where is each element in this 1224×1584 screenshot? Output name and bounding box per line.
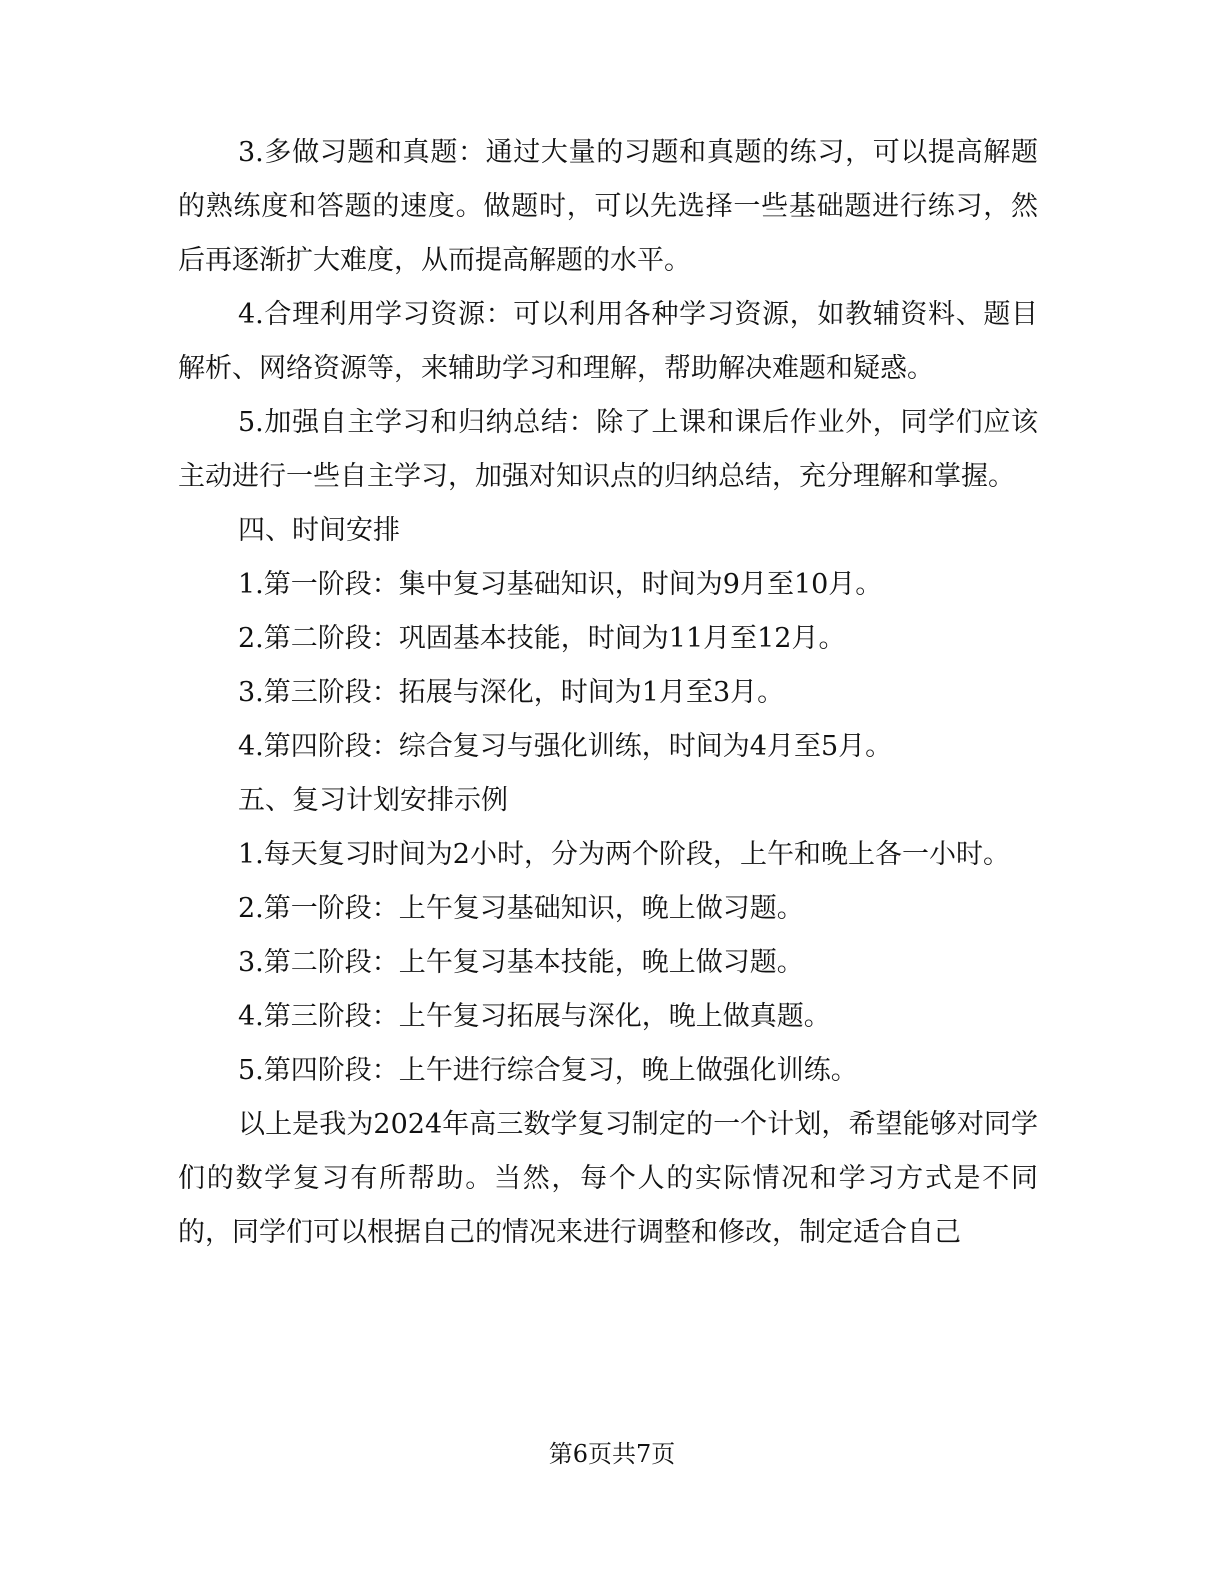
section-heading-example: 五、复习计划安排示例 xyxy=(238,785,508,816)
example-item-3: 3.第二阶段：上午复习基本技能，晚上做习题。 xyxy=(238,947,804,978)
section-heading-schedule: 四、时间安排 xyxy=(238,515,400,546)
example-item-1: 1.每天复习时间为2小时，分为两个阶段，上午和晚上各一小时。 xyxy=(238,839,1010,870)
paragraph-self-study: 5.加强自主学习和归纳总结：除了上课和课后作业外，同学们应该主动进行一些自主学习，加强对知识点的归纳总结，充分理解和掌握。 xyxy=(178,407,1038,492)
schedule-item-1: 1.第一阶段：集中复习基础知识，时间为9月至10月。 xyxy=(238,569,883,600)
example-item-4: 4.第三阶段：上午复习拓展与深化，晚上做真题。 xyxy=(238,1001,831,1032)
example-item-2: 2.第一阶段：上午复习基础知识，晚上做习题。 xyxy=(238,893,804,924)
document-body xyxy=(178,126,1038,1260)
paragraph-learning-resources: 4.合理利用学习资源：可以利用各种学习资源，如教辅资料、题目解析、网络资源等，来辅助学习和理解，帮助解决难题和疑惑。 xyxy=(178,299,1038,384)
paragraph-conclusion: 以上是我为2024年高三数学复习制定的一个计划，希望能够对同学们的数学复习有所帮助。当然，每个人的实际情况和学习方式是不同的，同学们可以根据自己的情况来进行调整和修改，制定适合自己 xyxy=(178,1109,1038,1248)
example-item-5: 5.第四阶段：上午进行综合复习，晚上做强化训练。 xyxy=(238,1055,858,1086)
paragraph-practice-exercises: 3.多做习题和真题：通过大量的习题和真题的练习，可以提高解题的熟练度和答题的速度。做题时，可以先选择一些基础题进行练习，然后再逐渐扩大难度，从而提高解题的水平。 xyxy=(178,137,1038,276)
schedule-item-4: 4.第四阶段：综合复习与强化训练，时间为4月至5月。 xyxy=(238,731,893,762)
schedule-item-2: 2.第二阶段：巩固基本技能，时间为11月至12月。 xyxy=(238,623,846,654)
page-number-footer: 第6页共7页 xyxy=(548,1440,676,1468)
schedule-item-3: 3.第三阶段：拓展与深化，时间为1月至3月。 xyxy=(238,677,785,708)
